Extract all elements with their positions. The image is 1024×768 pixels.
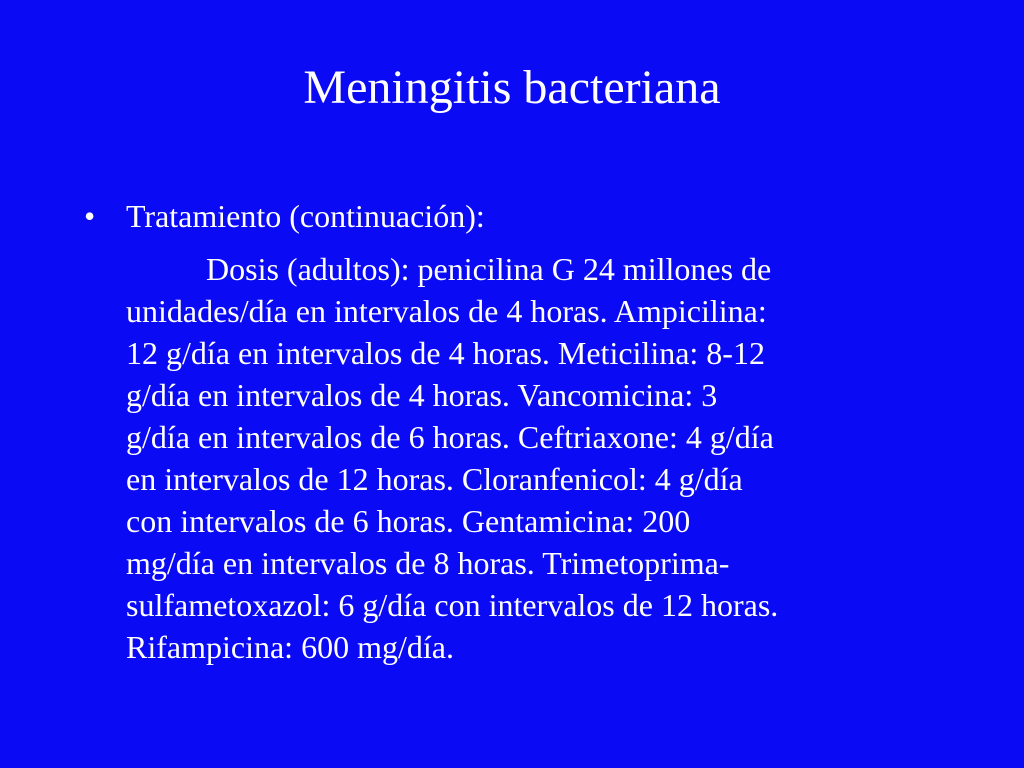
bullet-heading: Tratamiento (continuación):	[126, 198, 485, 234]
body-line: sulfametoxazol: 6 g/día con intervalos de 12 horas.	[126, 587, 779, 623]
body-line: unidades/día en intervalos de 4 horas. Ampicilina:	[126, 293, 767, 329]
treatment-dosage-text	[84, 248, 944, 668]
body-line: Dosis (adultos): penicilina G 24 millones de	[206, 251, 772, 287]
body-line: mg/día en intervalos de 8 horas. Trimetoprima-	[126, 545, 730, 581]
body-line: Rifampicina: 600 mg/día.	[126, 629, 454, 665]
slide-title: Meningitis bacteriana	[303, 61, 721, 114]
bullet-icon: •	[84, 198, 96, 234]
body-line: en intervalos de 12 horas. Cloranfenicol: 4 g/día	[126, 461, 743, 497]
body-line: 12 g/día en intervalos de 4 horas. Meticilina: 8-12	[126, 335, 765, 371]
body-line: con intervalos de 6 horas. Gentamicina: 200	[126, 503, 691, 539]
body-line: g/día en intervalos de 4 horas. Vancomicina: 3	[126, 377, 718, 413]
slide-content	[84, 195, 944, 668]
body-line: g/día en intervalos de 6 horas. Ceftriaxone: 4 g/día	[126, 419, 774, 455]
bullet-item	[84, 195, 944, 237]
